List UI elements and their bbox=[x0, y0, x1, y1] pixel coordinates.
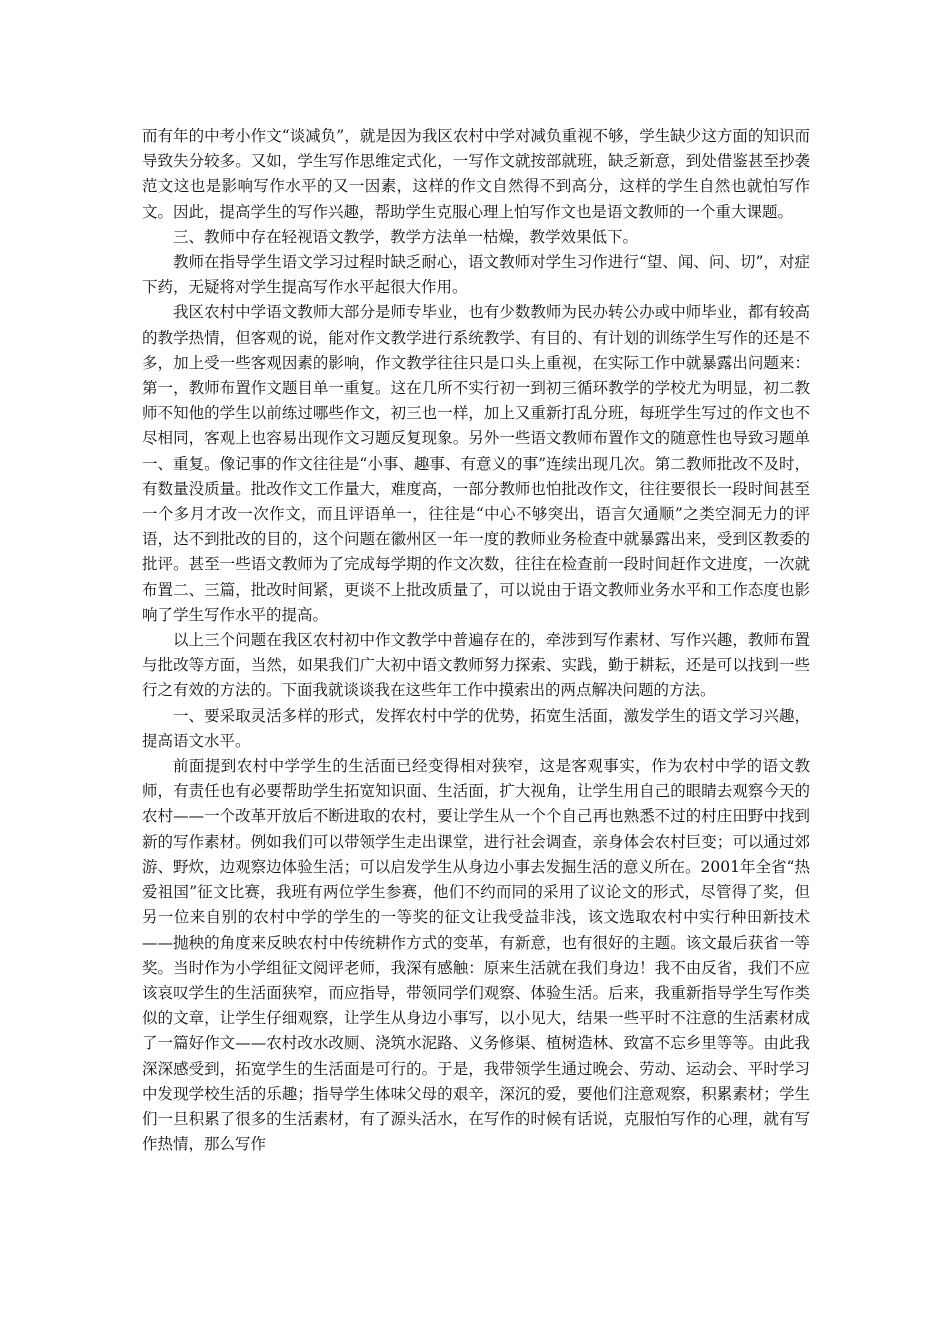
paragraph-2-section-heading: 三、教师中存在轻视语文教学，教学方法单一枯燥，教学效果低下。 bbox=[173, 227, 639, 246]
paragraph-1: 而有年的中考小作文“谈减负”，就是因为我区农村中学对减负重视不够，学生缺少这方面的知识而导致失分较多。又如，学生写作思维定式化，一写作文就按部就班，缺乏新意，到处借鉴甚至抄袭范文这也是影响写作水平的又一因素，这样的作文自然得不到高分，这样的学生自然也就怕写作文。因此，提高学生的写作兴趣，帮助学生克服心理上怕写作文也是语文教师的一个重大课题。 bbox=[142, 127, 810, 221]
paragraph-6-section-heading: 一、要采取灵活多样的形式，发挥农村中学的优势，拓宽生活面，激发学生的语文学习兴趣，提高语文水平。 bbox=[142, 706, 810, 750]
document-body bbox=[142, 124, 810, 1157]
paragraph-3: 教师在指导学生语文学习过程时缺乏耐心，语文教师对学生习作进行“望、闻、问、切”，对症下药，无疑将对学生提高写作水平起很大作用。 bbox=[142, 253, 810, 297]
paragraph-7: 前面提到农村中学学生的生活面已经变得相对狭窄，这是客观事实，作为农村中学的语文教师，有责任也有必要帮助学生拓宽知识面、生活面，扩大视角，让学生用自己的眼睛去观察今天的农村——一个改革开放后不断进取的农村，要让学生从一个个自己再也熟悉不过的村庄田野中找到新的写作素材。例如我们可以带领学生走出课堂，进行社会调查，亲身体会农村巨变；可以通过郊游、野炊，边观察边体验生活；可以启发学生从身边小事去发掘生活的意义所在。2001年全省“热爱祖国”征文比赛，我班有两位学生参赛，他们不约而同的采用了议论文的形式，尽管得了奖，但另一位来自别的农村中学的学生的一等奖的征文让我受益非浅，该文选取农村中实行种田新技术——抛秧的角度来反映农村中传统耕作方式的变革，有新意，也有很好的主题。该文最后获省一等奖。当时作为小学组征文阅评老师，我深有感触：原来生活就在我们身边！我不由反省，我们不应该哀叹学生的生活面狭窄，而应指导，带领同学们观察、体验生活。后来，我重新指导学生写作类似的文章，让学生仔细观察，让学生从身边小事写，以小见大，结果一些平时不注意的生活素材成了一篇好作文——农村改水改厕、浇筑水泥路、义务修渠、植树造林、致富不忘乡里等等。由此我深深感受到，拓宽学生的生活面是可行的。于是，我带领学生通过晚会、劳动、运动会、平时学习中发现学校生活的乐趣；指导学生体味父母的艰辛，深沉的爱，要他们注意观察，积累素材；学生们一旦积累了很多的生活素材，有了源头活水，在写作的时候有话说，克服怕写作的心理，就有写作热情，那么写作 bbox=[142, 757, 810, 1154]
paragraph-5: 以上三个问题在我区农村初中作文教学中普遍存在的，牵涉到写作素材、写作兴趣，教师布置与批改等方面，当然，如果我们广大初中语文教师努力探索、实践，勤于耕耘，还是可以找到一些行之有效的方法的。下面我就谈谈我在这些年工作中摸索出的两点解决问题的方法。 bbox=[142, 631, 810, 700]
paragraph-4: 我区农村中学语文教师大部分是师专毕业，也有少数教师为民办转公办或中师毕业，都有较高的教学热情，但客观的说，能对作文教学进行系统教学、有目的、有计划的训练学生写作的还是不多，加上受一些客观因素的影响，作文教学往往只是口头上重视，在实际工作中就暴露出问题来：第一，教师布置作文题目单一重复。这在几所不实行初一到初三循环教学的学校尤为明显，初二教师不知他的学生以前练过哪些作文，初三也一样，加上又重新打乱分班，每班学生写过的作文也不尽相同，客观上也容易出现作文习题反复现象。另外一些语文教师布置作文的随意性也导致习题单一、重复。像记事的作文往往是“小事、趣事、有意义的事”连续出现几次。第二教师批改不及时，有数量没质量。批改作文工作量大，难度高，一部分教师也怕批改作文，往往要很长一段时间甚至一个多月才改一次作文，而且评语单一，往往是“中心不够突出，语言欠通顺”之类空洞无力的评语，达不到批改的目的，这个问题在徽州区一年一度的教师业务检查中就暴露出来，受到区教委的批评。甚至一些语文教师为了完成每学期的作文次数，往往在检查前一段时间赶作文进度，一次就布置二、三篇，批改时间紧，更谈不上批改质量了，可以说由于语文教师业务水平和工作态度也影响了学生写作水平的提高。 bbox=[142, 303, 810, 624]
